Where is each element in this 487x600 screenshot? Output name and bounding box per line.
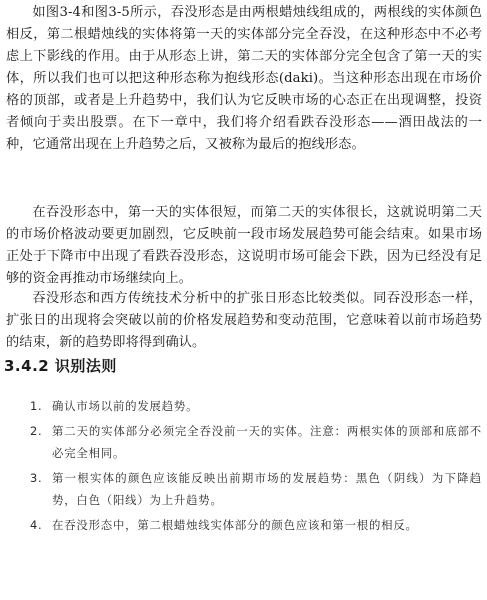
- rule-text: 第一根实体的颜色应该能反映出前期市场的发展趋势：黑色（阴线）为下降趋势，白色（阳线）为上升趋势。: [52, 471, 482, 507]
- recognition-rules-list: [30, 395, 482, 539]
- body-paragraph: 在吞没形态中，第一天的实体很短，而第二天的实体很长，这就说明第二天的市场价格波动要更加剧烈，它反映前一段市场发展趋势可能会结束。如果市场正处于下降市中出现了看跌吞没形态，这说明市场可能会下跌，因为已经没有足够的资金再推动市场继续向上。: [6, 205, 482, 286]
- rule-text: 第二天的实体部分必须完全吞没前一天的实体。注意：两根实体的顶部和底部不必完全相同。: [52, 424, 482, 460]
- rule-item: [30, 467, 482, 511]
- rule-item: [30, 395, 482, 417]
- rule-number: 4.: [30, 518, 43, 532]
- rule-text: 在吞没形态中，第二根蜡烛线实体部分的颜色应该和第一根的相反。: [52, 518, 418, 532]
- rule-text: 确认市场以前的发展趋势。: [52, 399, 199, 413]
- rule-number: 2.: [30, 424, 43, 438]
- rule-item: [30, 514, 482, 536]
- body-paragraph: 吞没形态和西方传统技术分析中的扩张日形态比较类似。同吞没形态一样，扩张日的出现将会突破以前的价格发展趋势和变动范围，它意味着以前市场趋势的结束，新的趋势即将得到确认。: [6, 291, 482, 350]
- rule-number: 3.: [30, 471, 43, 485]
- section-heading: 3.4.2 识别法则: [4, 357, 117, 375]
- rule-item: [30, 420, 482, 464]
- body-paragraph: 如图3-4和图3-5所示，吞没形态是由两根蜡烛线组成的，两根线的实体颜色相反，第二根蜡烛线的实体将第一天的实体部分完全吞没，在这种形态中不必考虑上下影线的作用。由于从形态上讲，第二天的实体部分完全包含了第一天的实体，所以我们也可以把这种形态称为抱线形态(daki)。当这种形态出现在市场价格的顶部，或者是上升趋势中，我们认为它反映市场的心态正在出现调整，投资者倾向于卖出股票。在下一章中，我们将介绍看跌吞没形态——酒田战法的一种，它通常出现在上升趋势之后，又被称为最后的抱线形态。: [6, 5, 482, 152]
- rule-number: 1.: [30, 399, 43, 413]
